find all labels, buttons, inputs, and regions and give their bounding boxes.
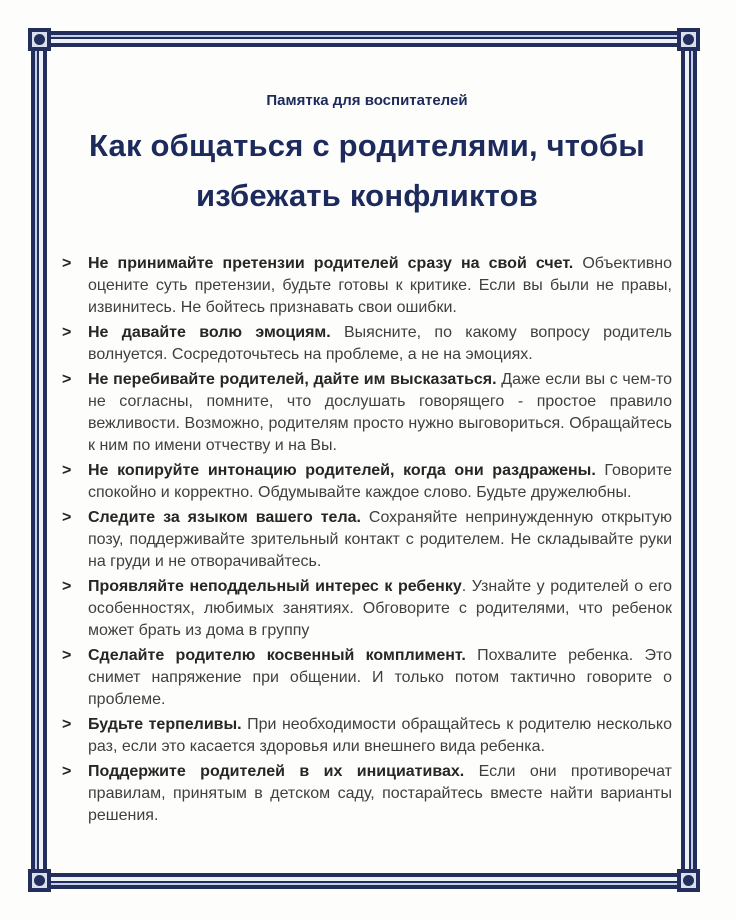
tip-text (88, 576, 672, 642)
tip-item (62, 714, 672, 758)
kicker: Памятка для воспитателей (266, 92, 468, 109)
corner-circle-icon (34, 34, 45, 45)
tip-body: Выясните, по какому вопросу родитель волнуется. Сосредоточьтесь на проблеме, а не на эмоциях. (88, 324, 673, 363)
tip-text (88, 322, 672, 366)
corner-circle-icon (683, 34, 694, 45)
tip-body: Если они противоречат правилам, принятым в детском саду, постарайтесь вместе найти варианты решения. (88, 763, 673, 824)
tip-body: . Узнайте у родителей о его особенностях, любимых занятиях. Обговорите с родителями, что ребенок может брать из дома в группу (88, 578, 673, 639)
tip-marker: > (62, 647, 72, 664)
tip-marker: > (62, 578, 72, 595)
border-stripe-left (31, 38, 47, 882)
corner-circle-icon (34, 875, 45, 886)
tip-lead: Не давайте волю эмоциям. (88, 324, 331, 341)
tip-item (62, 645, 672, 711)
tip-text (88, 761, 672, 827)
tip-body: Сохраняйте непринужденную открытую позу, поддерживайте зрительный контакт с родителем. Не складывайте руки на груди и не отворачивайтесь. (88, 509, 672, 570)
tips-list (62, 253, 672, 827)
tip-lead: Следите за языком вашего тела. (88, 509, 361, 526)
tip-marker: > (62, 509, 72, 526)
border-corner-bottom-right (677, 869, 700, 892)
tip-lead: Поддержите родителей в их инициативах. (88, 763, 465, 780)
tip-lead: Сделайте родителю косвенный комплимент. (88, 647, 466, 664)
tip-marker: > (62, 763, 72, 780)
tip-item (62, 507, 672, 573)
tip-marker: > (62, 255, 72, 272)
tip-lead: Не перебивайте родителей, дайте им высказаться. (88, 371, 497, 388)
tip-item (62, 761, 672, 827)
tip-marker: > (62, 324, 72, 341)
page-title (62, 121, 672, 221)
tip-item (62, 253, 672, 319)
tip-item (62, 460, 672, 504)
tip-text (88, 253, 672, 319)
border-corner-bottom-left (28, 869, 51, 892)
corner-circle-icon (683, 875, 694, 886)
tip-body: Говорите спокойно и корректно. Обдумывайте каждое слово. Будьте дружелюбны. (88, 462, 672, 501)
tip-body: Объективно оцените суть претензии, будьте готовы к критике. Если вы были не правы, извинитесь. Не бойтесь признавать свои ошибки. (88, 255, 672, 316)
tip-item (62, 369, 672, 457)
page-title-line-1: Как общаться с родителями, чтобы (89, 128, 645, 163)
tip-text (88, 460, 672, 504)
border-stripe-right (681, 38, 697, 882)
tip-body: Даже если вы с чем-то не согласны, помните, что дослушать говорящего - простое правило вежливости. Возможно, родителям просто нужно выговориться. Обращайтесь к ним по имени отчеству и на Вы. (88, 371, 673, 454)
tip-marker: > (62, 716, 72, 733)
memo-content (62, 0, 672, 830)
tip-marker: > (62, 462, 72, 479)
page-title-line-2: избежать конфликтов (195, 178, 539, 213)
tip-item (62, 576, 672, 642)
tip-body: При необходимости обращайтесь к родителю несколько раз, если это касается здоровья или внешнего вида ребенка. (88, 716, 672, 755)
tip-text (88, 369, 672, 457)
tip-lead: Не принимайте претензии родителей сразу на свой счет. (88, 255, 574, 272)
tip-body: Похвалите ребенка. Это снимет напряжение при общении. И только потом тактично говорите о проблеме. (88, 647, 672, 708)
tip-marker: > (62, 371, 72, 388)
border-corner-top-left (28, 28, 51, 51)
tip-text (88, 507, 672, 573)
border-stripe-bottom (38, 873, 690, 889)
tip-lead: Будьте терпеливы. (88, 716, 242, 733)
tip-item (62, 322, 672, 366)
tip-text (88, 714, 672, 758)
tip-lead: Не копируйте интонацию родителей, когда они раздражены. (88, 462, 596, 479)
tip-text (88, 645, 672, 711)
border-corner-top-right (677, 28, 700, 51)
tip-lead: Проявляйте неподдельный интерес к ребенку (88, 578, 462, 595)
